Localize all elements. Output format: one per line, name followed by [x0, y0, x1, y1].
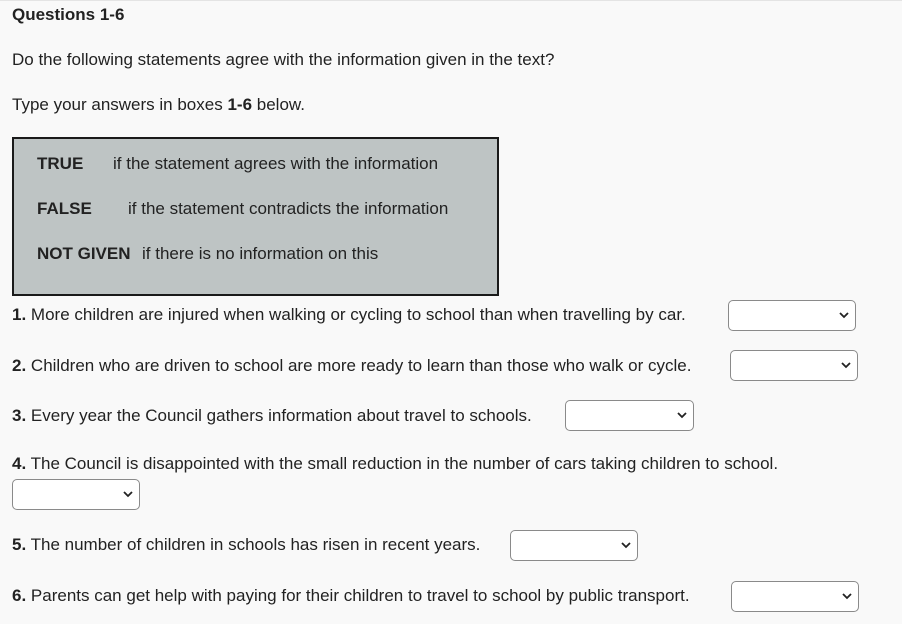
legend-desc-not-given: if there is no information on this [142, 244, 379, 263]
chevron-down-icon [677, 410, 687, 420]
legend-key-false: FALSE [37, 199, 92, 218]
legend-key-not-given: NOT GIVEN [37, 244, 131, 263]
question-3-text: Every year the Council gathers information about travel to schools. [30, 406, 532, 425]
question-1-number: 1. [12, 305, 27, 324]
section-title: Questions 1-6 [12, 5, 125, 24]
question-3-answer-select[interactable] [565, 400, 694, 431]
answer-instruction [12, 95, 305, 115]
chevron-down-icon [842, 591, 852, 601]
question-2-answer-select[interactable] [730, 350, 858, 381]
question-3 [12, 406, 532, 426]
legend-desc-false: if the statement contradicts the information [128, 199, 449, 218]
question-3-number: 3. [12, 406, 27, 425]
question-4-answer-select[interactable] [12, 479, 140, 510]
instruction-text: Do the following statements agree with the information given in the text? [12, 50, 555, 69]
question-4-text: The Council is disappointed with the small reduction in the number of cars taking children to school. [30, 454, 779, 473]
chevron-down-icon [123, 489, 133, 499]
legend-desc-true: if the statement agrees with the information [113, 154, 439, 173]
question-5-answer-select[interactable] [510, 530, 638, 561]
question-6-number: 6. [12, 586, 27, 605]
question-4-number: 4. [12, 454, 27, 473]
question-5 [12, 535, 480, 555]
legend-key-true: TRUE [37, 154, 84, 173]
chevron-down-icon [839, 310, 849, 320]
question-4 [12, 454, 778, 474]
question-2-number: 2. [12, 356, 27, 375]
question-5-text: The number of children in schools has risen in recent years. [30, 535, 481, 554]
question-2-text: Children who are driven to school are more ready to learn than those who walk or cycle. [30, 356, 692, 375]
chevron-down-icon [841, 360, 851, 370]
chevron-down-icon [621, 540, 631, 550]
question-2 [12, 356, 691, 376]
question-6-answer-select[interactable] [731, 581, 859, 612]
question-5-number: 5. [12, 535, 27, 554]
question-1-answer-select[interactable] [728, 300, 856, 331]
answer-instruction-prefix: Type your answers in boxes [12, 95, 228, 114]
question-6 [12, 586, 690, 606]
answer-instruction-range: 1-6 [227, 95, 253, 114]
answer-key-box [12, 137, 499, 296]
answer-instruction-suffix: below. [252, 95, 305, 114]
question-6-text: Parents can get help with paying for their children to travel to school by public transport. [30, 586, 690, 605]
question-1-text: More children are injured when walking or cycling to school than when travelling by car. [30, 305, 686, 324]
question-1 [12, 305, 686, 325]
